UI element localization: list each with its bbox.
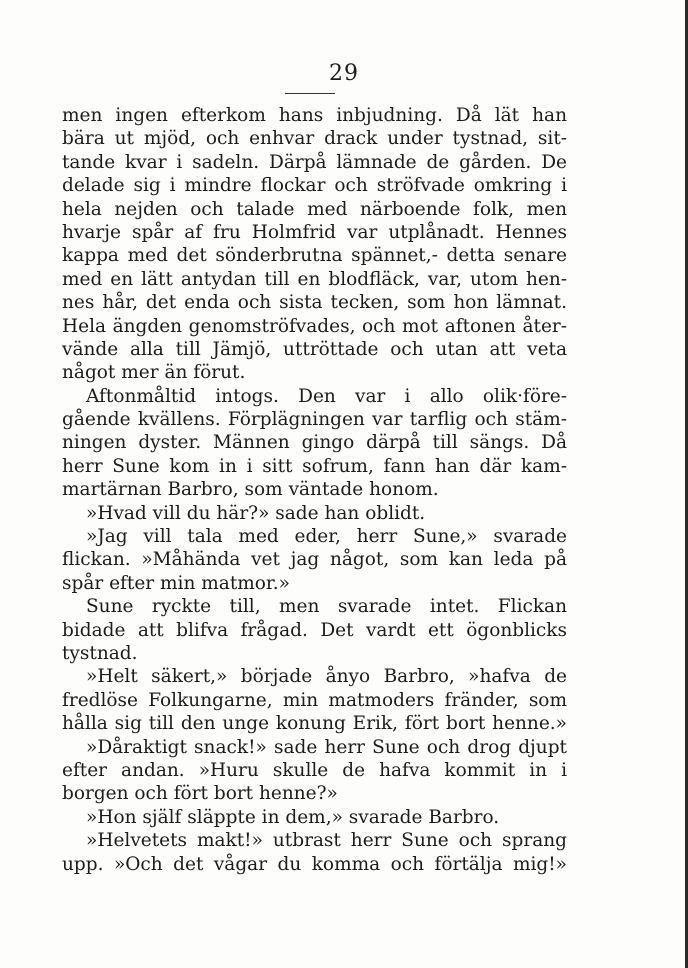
text-line: Sune ryckte till, men svarade intet. Flickan xyxy=(86,596,567,618)
text-line: bidade att blifva frågad. Det vardt ett ögonblicks xyxy=(62,619,567,641)
text-line: bära ut mjöd, och enhvar drack under tystnad, sit- xyxy=(62,128,567,150)
text-line: delade sig i mindre flockar och ströfvade omkring i xyxy=(62,175,567,197)
text-line: gående kvällens. Förplägningen var tarflig och stäm- xyxy=(62,409,567,431)
text-line: tystnad. xyxy=(62,642,138,664)
text-line: med en lätt antydan till en blodfläck, var, utom hen- xyxy=(62,268,567,290)
page-number: 29 xyxy=(329,61,359,86)
text-line: Aftonmåltid intogs. Den var i allo olik·före- xyxy=(86,385,567,407)
text-line: »Helvetets makt!» utbrast herr Sune och sprang xyxy=(86,830,567,852)
page-number-underline xyxy=(285,93,335,94)
text-line: kappa med det sönderbrutna spännet,- detta senare xyxy=(62,245,567,267)
text-line: Hela ängden genomströfvades, och mot aftonen åter- xyxy=(62,315,567,337)
text-line: »Hvad vill du här?» sade han oblidt. xyxy=(86,502,426,524)
text-line: något mer än förut. xyxy=(62,362,246,384)
text-line: ningen dyster. Männen gingo därpå till sängs. Då xyxy=(62,432,567,454)
text-line: borgen och fört bort henne?» xyxy=(62,783,338,805)
text-line: efter andan. »Huru skulle de hafva kommit in i xyxy=(62,759,567,781)
text-line: hela nejden och talade med närboende folk, men xyxy=(62,198,567,220)
text-line: herr Sune kom in i sitt sofrum, fann han där kam- xyxy=(62,455,567,477)
text-line: nes hår, det enda och sista tecken, som hon lämnat. xyxy=(62,292,567,314)
text-line: men ingen efterkom hans inbjudning. Då lät han xyxy=(62,105,567,126)
text-line: fredlöse Folkungarne, min matmoders fränder, som xyxy=(62,689,567,711)
text-line: vände alla till Jämjö, uttröttade och utan att veta xyxy=(62,338,567,360)
text-line: tande kvar i sadeln. Därpå lämnade de gården. De xyxy=(62,151,567,173)
text-line: martärnan Barbro, som väntade honom. xyxy=(62,479,439,501)
text-line: »Hon själf släppte in dem,» svarade Barbro. xyxy=(86,806,500,828)
text-line: flickan. »Måhända vet jag något, som kan leda på xyxy=(62,549,567,571)
text-line: »Helt säkert,» började ånyo Barbro, »hafva de xyxy=(86,666,567,688)
text-line: »Jag vill tala med eder, herr Sune,» svarade xyxy=(86,526,567,548)
text-line: upp. »Och det vågar du komma och förtälja mig!» xyxy=(62,853,567,875)
text-line: hålla sig till den unge konung Erik, fört bort henne.» xyxy=(62,713,567,735)
body-text xyxy=(62,104,567,876)
text-line: spår efter min matmor.» xyxy=(62,572,290,594)
text-line: »Dåraktigt snack!» sade herr Sune och drog djupt xyxy=(86,736,567,758)
text-line: hvarje spår af fru Holmfrid var utplånadt. Hennes xyxy=(62,221,567,243)
